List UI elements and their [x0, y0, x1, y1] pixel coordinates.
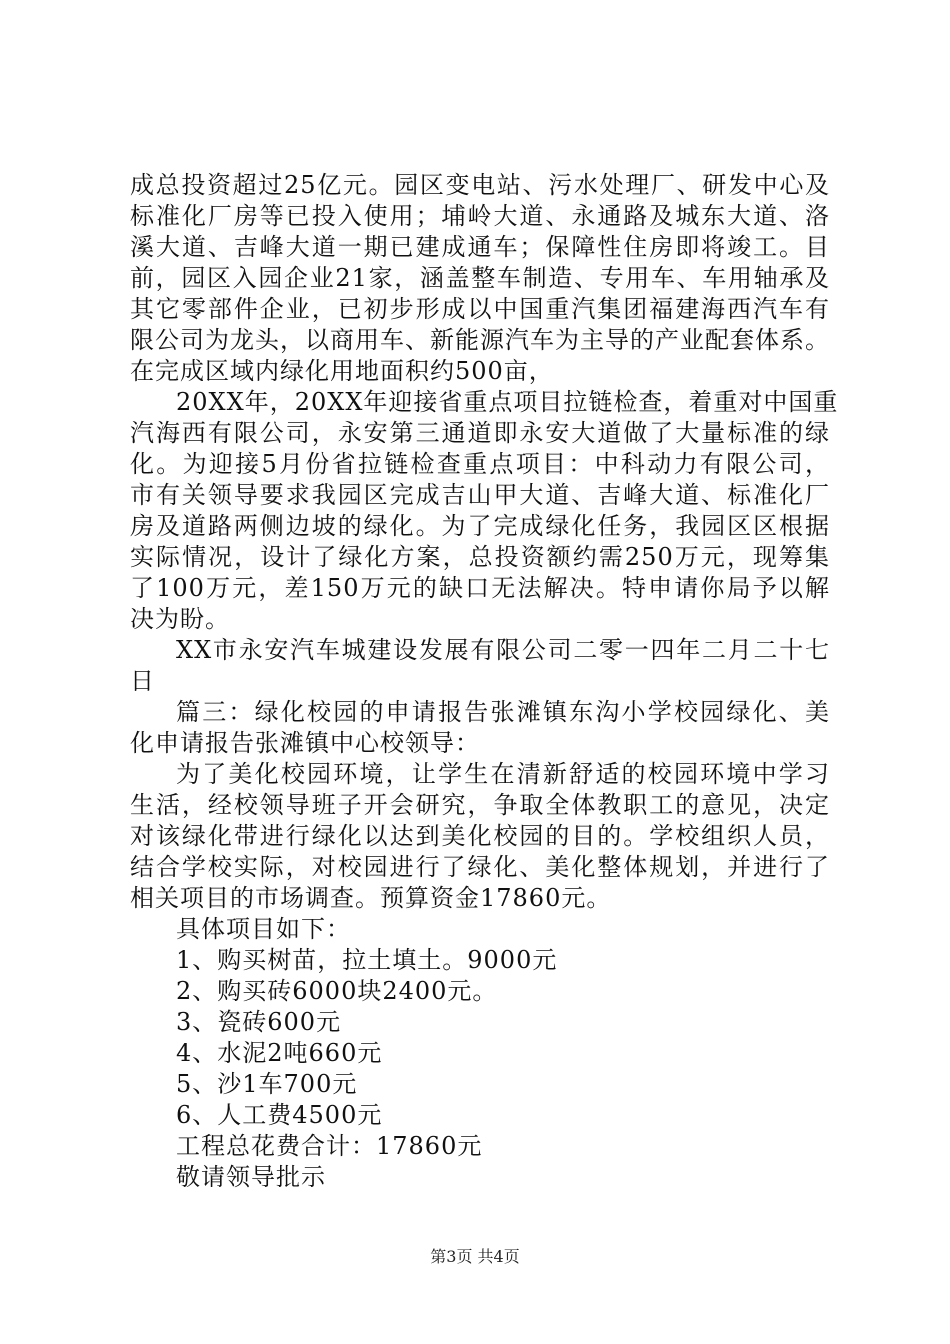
- text-line: 实际情况，设计了绿化方案，总投资额约需250万元，现筹集: [130, 543, 830, 571]
- text-line: 在完成区域内绿化用地面积约500亩，: [130, 357, 554, 385]
- list-item: 5、沙1车700元: [176, 1070, 358, 1098]
- text-line: 了100万元，差150万元的缺口无法解决。特申请你局予以解: [130, 574, 830, 602]
- text-line: 化。为迎接5月份省拉链检查重点项目：中科动力有限公司，: [130, 450, 830, 478]
- text-line: 其它零部件企业，已初步形成以中国重汽集团福建海西汽车有: [130, 295, 830, 323]
- text-line: 溪大道、吉峰大道一期已建成通车；保障性住房即将竣工。目: [130, 233, 830, 261]
- page-footer: 第3页 共4页: [430, 1247, 520, 1266]
- paragraph-5: [130, 759, 830, 914]
- text-line: 标准化厂房等已投入使用；埔岭大道、永通路及城东大道、洛: [130, 202, 830, 230]
- paragraph-1: [130, 170, 830, 387]
- closing-line: 敬请领导批示: [176, 1163, 326, 1191]
- text-line: 化申请报告张滩镇中心校领导：: [130, 729, 480, 757]
- list-intro: 具体项目如下：: [176, 915, 351, 943]
- text-line: 市有关领导要求我园区完成吉山甲大道、吉峰大道、标准化厂: [130, 481, 830, 509]
- text-line: XX市永安汽车城建设发展有限公司二零一四年二月二十七: [176, 636, 830, 664]
- text-line: 限公司为龙头，以商用车、新能源汽车为主导的产业配套体系。: [130, 326, 830, 354]
- text-line: 20XX年，20XX年迎接省重点项目拉链检查，着重对中国重: [176, 388, 839, 416]
- list-item: 1、购买树苗，拉土填土。9000元: [176, 946, 558, 974]
- project-list: [130, 914, 830, 1193]
- list-item: 4、水泥2吨660元: [176, 1039, 383, 1067]
- document-body: [130, 170, 839, 1193]
- text-line: 篇三：绿化校园的申请报告张滩镇东沟小学校园绿化、美: [176, 698, 830, 726]
- text-line: 结合学校实际，对校园进行了绿化、美化整体规划，并进行了: [130, 853, 830, 881]
- total-line: 工程总花费合计：17860元: [176, 1132, 483, 1160]
- paragraph-section-title: [130, 697, 830, 759]
- paragraph-signature: [130, 635, 830, 697]
- text-line: 为了美化校园环境，让学生在清新舒适的校园环境中学习: [176, 760, 830, 788]
- text-line: 成总投资超过25亿元。园区变电站、污水处理厂、研发中心及: [130, 171, 830, 199]
- text-line: 相关项目的市场调查。预算资金17860元。: [130, 884, 612, 912]
- text-line: 汽海西有限公司，永安第三通道即永安大道做了大量标准的绿: [130, 419, 830, 447]
- text-line: 前，园区入园企业21家，涵盖整车制造、专用车、车用轴承及: [130, 264, 830, 292]
- paragraph-2: [130, 387, 839, 635]
- text-line: 日: [130, 667, 155, 695]
- list-item: 6、人工费4500元: [176, 1101, 383, 1129]
- text-line: 房及道路两侧边坡的绿化。为了完成绿化任务，我园区区根据: [130, 512, 830, 540]
- text-line: 对该绿化带进行绿化以达到美化校园的目的。学校组织人员，: [130, 822, 830, 850]
- list-item: 3、瓷砖600元: [176, 1008, 342, 1036]
- text-line: 生活，经校领导班子开会研究，争取全体教职工的意见，决定: [130, 791, 830, 819]
- list-item: 2、购买砖6000块2400元。: [176, 977, 498, 1005]
- text-line: 决为盼。: [130, 605, 230, 633]
